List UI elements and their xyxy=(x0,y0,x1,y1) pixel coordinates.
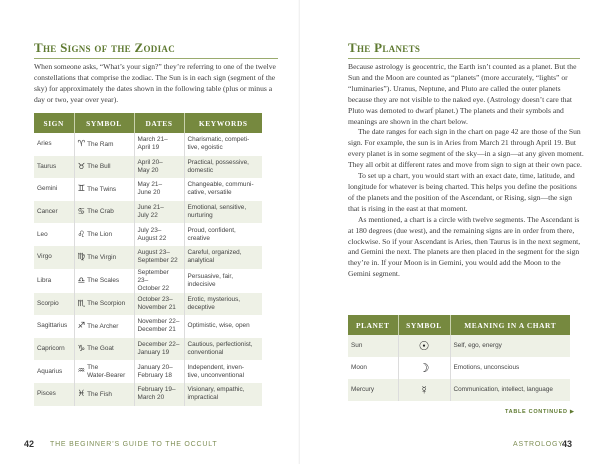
zodiac-glyph-icon: ♊ xyxy=(77,183,86,194)
sign-name: Virgo xyxy=(34,246,74,269)
sign-keywords: Persuasive, fair, indecisive xyxy=(184,269,262,293)
sign-keywords: Proud, confident, creative xyxy=(184,223,262,246)
symbol-label: The Fish xyxy=(87,390,112,398)
sign-name: Sagittarius xyxy=(34,315,74,338)
paragraph: As mentioned, a chart is a circle with twelve segments. The Ascendant is at 180 degrees (due west), and the remaining signs are in order from there, clockwise. So if your Ascendant is Aries, then Taurus is in the next segment, and Gemini the next. The planets are then placed in the segment for the sign they’re in. If your Moon is in Gemini, you would add the Moon to the Gemini segment. xyxy=(348,214,581,279)
table-row xyxy=(34,201,262,224)
sign-dates: July 23– August 22 xyxy=(134,223,184,246)
sign-symbol xyxy=(74,178,134,201)
symbol-label: The Water-Bearer xyxy=(87,363,126,379)
paragraph: To set up a chart, you would start with an exact date, time, latitude, and longitude for whatever is being charted. This helps you define the positions of the planets and the position of the Ascendant, or Rising, sign—the sign that is rising in the east at that moment. xyxy=(348,171,577,213)
sign-dates: November 22– December 21 xyxy=(134,315,184,338)
zodiac-glyph-icon: ♑ xyxy=(77,343,86,354)
sign-symbol xyxy=(74,360,134,383)
planet-meaning: Communication, intellect, language xyxy=(450,379,570,401)
sign-symbol xyxy=(74,156,134,179)
symbol-label: The Scorpion xyxy=(87,300,126,308)
planets-heading xyxy=(348,40,580,59)
zodiac-intro xyxy=(34,62,280,106)
sign-symbol xyxy=(74,269,134,293)
zodiac-table xyxy=(34,113,262,406)
planet-name: Mercury xyxy=(348,379,398,401)
table-row xyxy=(34,383,262,406)
table-row xyxy=(34,246,262,269)
sign-dates: December 22– January 19 xyxy=(134,338,184,361)
sign-name: Aquarius xyxy=(34,360,74,383)
zodiac-heading xyxy=(34,40,278,59)
table-row xyxy=(34,293,262,316)
planet-name: Sun xyxy=(348,335,398,357)
sign-dates: January 20– February 18 xyxy=(134,360,184,383)
page-number-right: 43 xyxy=(562,439,573,449)
sign-name: Capricorn xyxy=(34,338,74,361)
table-row xyxy=(34,133,262,156)
sign-keywords: Visionary, empathic, impractical xyxy=(184,383,262,406)
table-continued-text: TABLE CONTINUED xyxy=(505,409,568,415)
sign-keywords: Emotional, sensitive, nurturing xyxy=(184,201,262,224)
sign-symbol xyxy=(74,133,134,156)
table-continued xyxy=(505,409,575,415)
sign-keywords: Cautious, perfectionist, conventional xyxy=(184,338,262,361)
page-number-left: 42 xyxy=(24,439,35,449)
running-head-right: ASTROLOGY xyxy=(513,441,564,448)
sign-name: Scorpio xyxy=(34,293,74,316)
sign-keywords: Charismatic, competi- tive, egoistic xyxy=(184,133,262,156)
sign-keywords: Independent, inven- tive, unconventional xyxy=(184,360,262,383)
sign-symbol xyxy=(74,338,134,361)
col-header-planet: PLANET xyxy=(348,315,398,335)
symbol-label: The Ram xyxy=(87,140,114,148)
mercury-icon: ☿ xyxy=(398,379,450,401)
sign-symbol xyxy=(74,315,134,338)
sign-name: Aries xyxy=(34,133,74,156)
heading-rule xyxy=(348,58,580,59)
col-header-symbol: SYMBOL xyxy=(74,113,134,133)
zodiac-glyph-icon: ♍ xyxy=(77,251,86,262)
zodiac-glyph-icon: ♋ xyxy=(77,206,86,217)
symbol-label: The Lion xyxy=(87,230,112,238)
sign-name: Cancer xyxy=(34,201,74,224)
paragraph: The date ranges for each sign in the chart on page 42 are those of the Sun sign. For example, the sun is in Aries from March 21 through April 19. But every planet is in some segment of the sky—in a sign—at any given moment. They all orbit at different rates and move from sign to sign at their own pace. xyxy=(348,127,584,170)
symbol-label: The Crab xyxy=(87,208,114,216)
symbol-label: The Scales xyxy=(87,276,120,284)
zodiac-glyph-icon: ♐ xyxy=(77,320,86,331)
sun-icon: ☉ xyxy=(398,335,450,357)
col-header-keywords: KEYWORDS xyxy=(184,113,262,133)
table-row xyxy=(34,338,262,361)
table-row xyxy=(348,335,570,357)
sign-symbol xyxy=(74,383,134,406)
sign-dates: April 20– May 20 xyxy=(134,156,184,179)
table-row xyxy=(34,269,262,293)
continue-arrow-icon: ▶ xyxy=(569,409,575,415)
sign-dates: March 21– April 19 xyxy=(134,133,184,156)
symbol-label: The Archer xyxy=(87,322,119,330)
paragraph: Because astrology is geocentric, the Earth isn’t counted as a planet. But the Sun and the Moon are counted as “planets” (more accurately, “lights” or “luminaries”). Uranus, Neptune, and Pluto are called the outer planets because they are not visible to the naked eye. (Astrology doesn’t care that Pluto was demoted to dwarf planet.) The planets and their symbols and meanings are shown in the chart below. xyxy=(348,62,577,126)
table-row xyxy=(34,178,262,201)
heading-rule xyxy=(34,58,278,59)
zodiac-glyph-icon: ♈ xyxy=(77,138,86,149)
planets-body xyxy=(348,62,584,280)
symbol-label: The Bull xyxy=(87,163,111,171)
col-header-sign: SIGN xyxy=(34,113,74,133)
table-row xyxy=(348,357,570,379)
table-row xyxy=(34,223,262,246)
zodiac-glyph-icon: ♉ xyxy=(77,160,86,171)
zodiac-intro-text: When someone asks, “What’s your sign?” they’re referring to one of the twelve constellations that comprise the zodiac. The Sun is in each sign (segment of the sky) for approximately the dates shown in the following table (plus or minus a day or two, year over year). xyxy=(34,62,276,104)
col-header-dates: DATES xyxy=(134,113,184,133)
table-row xyxy=(348,379,570,401)
zodiac-glyph-icon: ♌ xyxy=(77,228,86,239)
zodiac-glyph-icon: ♎ xyxy=(77,274,86,285)
sign-dates: February 19– March 20 xyxy=(134,383,184,406)
sign-name: Taurus xyxy=(34,156,74,179)
table-row xyxy=(34,315,262,338)
right-page xyxy=(300,0,600,464)
sign-keywords: Changeable, communi- cative, versatile xyxy=(184,178,262,201)
symbol-label: The Virgin xyxy=(87,253,117,261)
sign-dates: October 23– November 21 xyxy=(134,293,184,316)
sign-keywords: Erotic, mysterious, deceptive xyxy=(184,293,262,316)
sign-name: Leo xyxy=(34,223,74,246)
sign-dates: September 23– October 22 xyxy=(134,269,184,293)
sign-keywords: Careful, organized, analytical xyxy=(184,246,262,269)
zodiac-glyph-icon: ♓ xyxy=(77,388,86,399)
planet-meaning: Emotions, unconscious xyxy=(450,357,570,379)
zodiac-glyph-icon: ♒ xyxy=(77,365,86,376)
sign-dates: August 23– September 22 xyxy=(134,246,184,269)
planets-table xyxy=(348,315,570,401)
sign-keywords: Practical, possessive, domestic xyxy=(184,156,262,179)
table-row xyxy=(34,156,262,179)
sign-symbol xyxy=(74,223,134,246)
running-head-left: THE BEGINNER’S GUIDE TO THE OCCULT xyxy=(50,441,218,448)
sign-dates: May 21– June 20 xyxy=(134,178,184,201)
sign-name: Pisces xyxy=(34,383,74,406)
planets-heading-text: The Planets xyxy=(348,40,421,55)
sign-dates: June 21– July 22 xyxy=(134,201,184,224)
col-header-symbol: SYMBOL xyxy=(398,315,450,335)
zodiac-heading-text: The Signs of the Zodiac xyxy=(34,40,175,55)
symbol-label: The Goat xyxy=(87,345,114,353)
sign-symbol xyxy=(74,201,134,224)
zodiac-glyph-icon: ♏ xyxy=(77,297,86,308)
sign-keywords: Optimistic, wise, open xyxy=(184,315,262,338)
table-row xyxy=(34,360,262,383)
sign-symbol xyxy=(74,246,134,269)
planet-name: Moon xyxy=(348,357,398,379)
sign-name: Libra xyxy=(34,269,74,293)
sign-name: Gemini xyxy=(34,178,74,201)
sign-symbol xyxy=(74,293,134,316)
planet-meaning: Self, ego, energy xyxy=(450,335,570,357)
col-header-meaning: MEANING IN A CHART xyxy=(450,315,570,335)
symbol-label: The Twins xyxy=(87,185,117,193)
moon-icon: ☽ xyxy=(398,357,450,379)
